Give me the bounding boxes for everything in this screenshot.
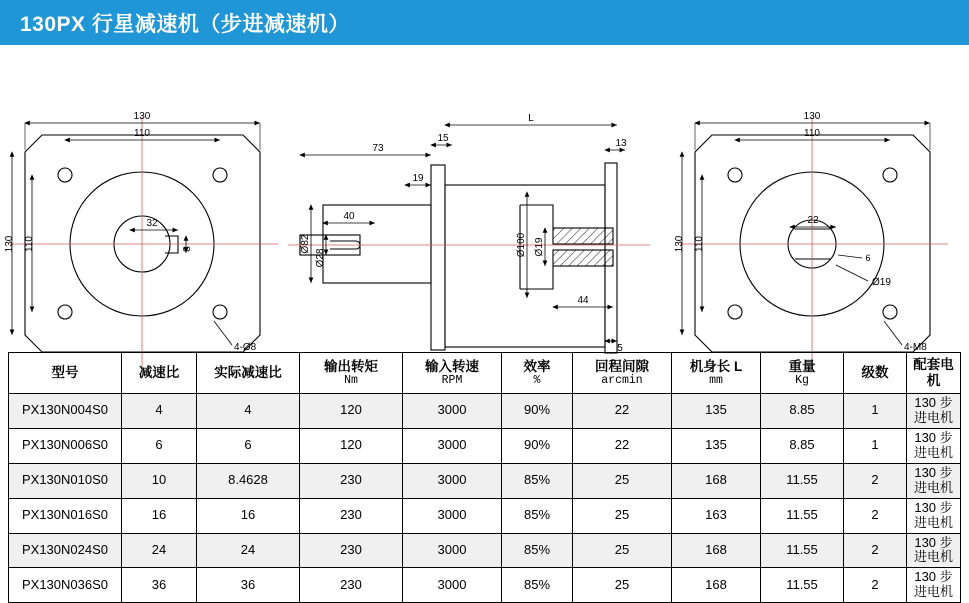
cell-ratio: 4: [122, 394, 197, 429]
cell-matched-motor: 130 步进电机: [907, 498, 961, 533]
cell-input-speed: 3000: [403, 394, 502, 429]
cell-backlash: 22: [573, 394, 672, 429]
cell-ratio: 10: [122, 463, 197, 498]
rear-view: [674, 111, 948, 367]
cell-matched-motor: 130 步进电机: [907, 533, 961, 568]
header-unit: mm: [709, 374, 723, 388]
cell-efficiency: 90%: [502, 394, 573, 429]
header-unit: RPM: [441, 374, 463, 388]
svg-text:Ø82: Ø82: [300, 234, 311, 254]
column-header-stages: [844, 353, 907, 394]
cell-backlash: 25: [573, 498, 672, 533]
cell-model: PX130N024S0: [9, 533, 122, 568]
header-label: 机身长 L: [689, 358, 743, 374]
svg-text:Ø100: Ø100: [516, 232, 527, 258]
cell-efficiency: 85%: [502, 463, 573, 498]
header-unit: arcmin: [601, 374, 643, 388]
svg-text:13: 13: [615, 138, 627, 149]
cell-output-torque: 230: [300, 498, 403, 533]
header-unit: %: [533, 374, 541, 388]
cell-actual-ratio: 24: [197, 533, 300, 568]
page-title: 130PX 行星减速机（步进减速机）: [20, 12, 350, 36]
table-row: [9, 533, 961, 568]
table-row: [9, 463, 961, 498]
column-header-body-length: [672, 353, 761, 394]
cell-actual-ratio: 8.4628: [197, 463, 300, 498]
cell-efficiency: 90%: [502, 428, 573, 463]
cell-matched-motor: 130 步进电机: [907, 428, 961, 463]
cell-stages: 2: [844, 533, 907, 568]
table-row: [9, 498, 961, 533]
svg-text:130: 130: [4, 235, 15, 253]
cell-body-length: 168: [672, 463, 761, 498]
cell-efficiency: 85%: [502, 568, 573, 603]
svg-text:44: 44: [577, 295, 589, 306]
svg-text:130: 130: [803, 111, 821, 122]
header-label: 输入转速: [425, 358, 479, 374]
technical-drawings: [0, 45, 969, 354]
header-label: 重量: [788, 358, 816, 374]
front-view: [4, 111, 278, 367]
svg-text:8: 8: [182, 246, 193, 252]
column-header-model: [9, 353, 122, 394]
svg-text:Ø19: Ø19: [534, 237, 545, 257]
cell-backlash: 22: [573, 428, 672, 463]
header-label: 输出转矩: [324, 358, 378, 374]
svg-text:5: 5: [617, 343, 623, 354]
cell-output-torque: 230: [300, 533, 403, 568]
table-body: [9, 394, 961, 603]
cell-ratio: 36: [122, 568, 197, 603]
svg-text:4-M8: 4-M8: [904, 342, 927, 353]
cell-model: PX130N010S0: [9, 463, 122, 498]
svg-text:6: 6: [865, 253, 871, 263]
svg-text:73: 73: [372, 143, 384, 154]
cell-output-torque: 230: [300, 568, 403, 603]
cell-actual-ratio: 36: [197, 568, 300, 603]
svg-text:130: 130: [674, 235, 685, 253]
cell-weight: 8.85: [761, 428, 844, 463]
cell-stages: 2: [844, 498, 907, 533]
cell-weight: 11.55: [761, 463, 844, 498]
cell-stages: 1: [844, 394, 907, 429]
cell-output-torque: 120: [300, 394, 403, 429]
cell-input-speed: 3000: [403, 428, 502, 463]
svg-text:4-Ø8: 4-Ø8: [234, 342, 257, 353]
page-header: [0, 0, 969, 45]
table-row: [9, 428, 961, 463]
column-header-output-torque: [300, 353, 403, 394]
svg-text:110: 110: [134, 128, 150, 139]
header-unit: Kg: [795, 374, 809, 388]
table-row: [9, 394, 961, 429]
cell-efficiency: 85%: [502, 498, 573, 533]
cell-efficiency: 85%: [502, 533, 573, 568]
table-row: [9, 568, 961, 603]
cell-model: PX130N006S0: [9, 428, 122, 463]
drawings-svg: [0, 45, 969, 354]
cell-weight: 8.85: [761, 394, 844, 429]
cell-ratio: 24: [122, 533, 197, 568]
cell-weight: 11.55: [761, 568, 844, 603]
cell-body-length: 135: [672, 394, 761, 429]
cell-input-speed: 3000: [403, 463, 502, 498]
cell-model: PX130N004S0: [9, 394, 122, 429]
header-label: 减速比: [138, 365, 180, 381]
table-header: [9, 353, 961, 394]
header-label: 回程间隙: [595, 358, 649, 374]
cell-ratio: 6: [122, 428, 197, 463]
svg-text:Ø19: Ø19: [872, 277, 891, 288]
svg-text:32: 32: [146, 218, 158, 229]
cell-matched-motor: 130 步进电机: [907, 568, 961, 603]
cell-model: PX130N036S0: [9, 568, 122, 603]
svg-text:130: 130: [133, 111, 151, 122]
column-header-input-speed: [403, 353, 502, 394]
cell-body-length: 168: [672, 568, 761, 603]
side-view: [288, 113, 650, 354]
cell-output-torque: 120: [300, 428, 403, 463]
cell-model: PX130N016S0: [9, 498, 122, 533]
cell-stages: 2: [844, 463, 907, 498]
cell-weight: 11.55: [761, 533, 844, 568]
header-label: 型号: [51, 365, 79, 381]
cell-matched-motor: 130 步进电机: [907, 463, 961, 498]
cell-actual-ratio: 6: [197, 428, 300, 463]
cell-backlash: 25: [573, 533, 672, 568]
svg-text:15: 15: [437, 133, 449, 144]
svg-text:110: 110: [804, 128, 820, 139]
cell-backlash: 25: [573, 568, 672, 603]
column-header-ratio: [122, 353, 197, 394]
cell-body-length: 163: [672, 498, 761, 533]
column-header-actual-ratio: [197, 353, 300, 394]
svg-text:22: 22: [807, 215, 819, 226]
cell-input-speed: 3000: [403, 533, 502, 568]
cell-input-speed: 3000: [403, 568, 502, 603]
cell-weight: 11.55: [761, 498, 844, 533]
column-header-weight: [761, 353, 844, 394]
cell-ratio: 16: [122, 498, 197, 533]
header-unit: Nm: [344, 374, 358, 388]
svg-text:L: L: [528, 113, 534, 124]
cell-actual-ratio: 4: [197, 394, 300, 429]
cell-actual-ratio: 16: [197, 498, 300, 533]
header-label: 配套电机: [913, 357, 954, 388]
svg-text:110: 110: [694, 236, 705, 252]
header-label: 效率: [523, 358, 551, 374]
column-header-backlash: [573, 353, 672, 394]
cell-stages: 2: [844, 568, 907, 603]
header-label: 级数: [861, 365, 889, 381]
header-label: 实际减速比: [214, 365, 282, 381]
specifications-table: [8, 352, 961, 603]
cell-input-speed: 3000: [403, 498, 502, 533]
svg-text:Ø28: Ø28: [315, 248, 326, 268]
svg-text:19: 19: [412, 173, 424, 184]
cell-stages: 1: [844, 428, 907, 463]
svg-text:110: 110: [24, 236, 35, 252]
svg-text:40: 40: [343, 211, 355, 222]
cell-output-torque: 230: [300, 463, 403, 498]
column-header-matched-motor: [907, 353, 961, 394]
cell-body-length: 168: [672, 533, 761, 568]
column-header-efficiency: [502, 353, 573, 394]
cell-body-length: 135: [672, 428, 761, 463]
cell-backlash: 25: [573, 463, 672, 498]
table-header-row: [9, 353, 961, 394]
cell-matched-motor: 130 步进电机: [907, 394, 961, 429]
